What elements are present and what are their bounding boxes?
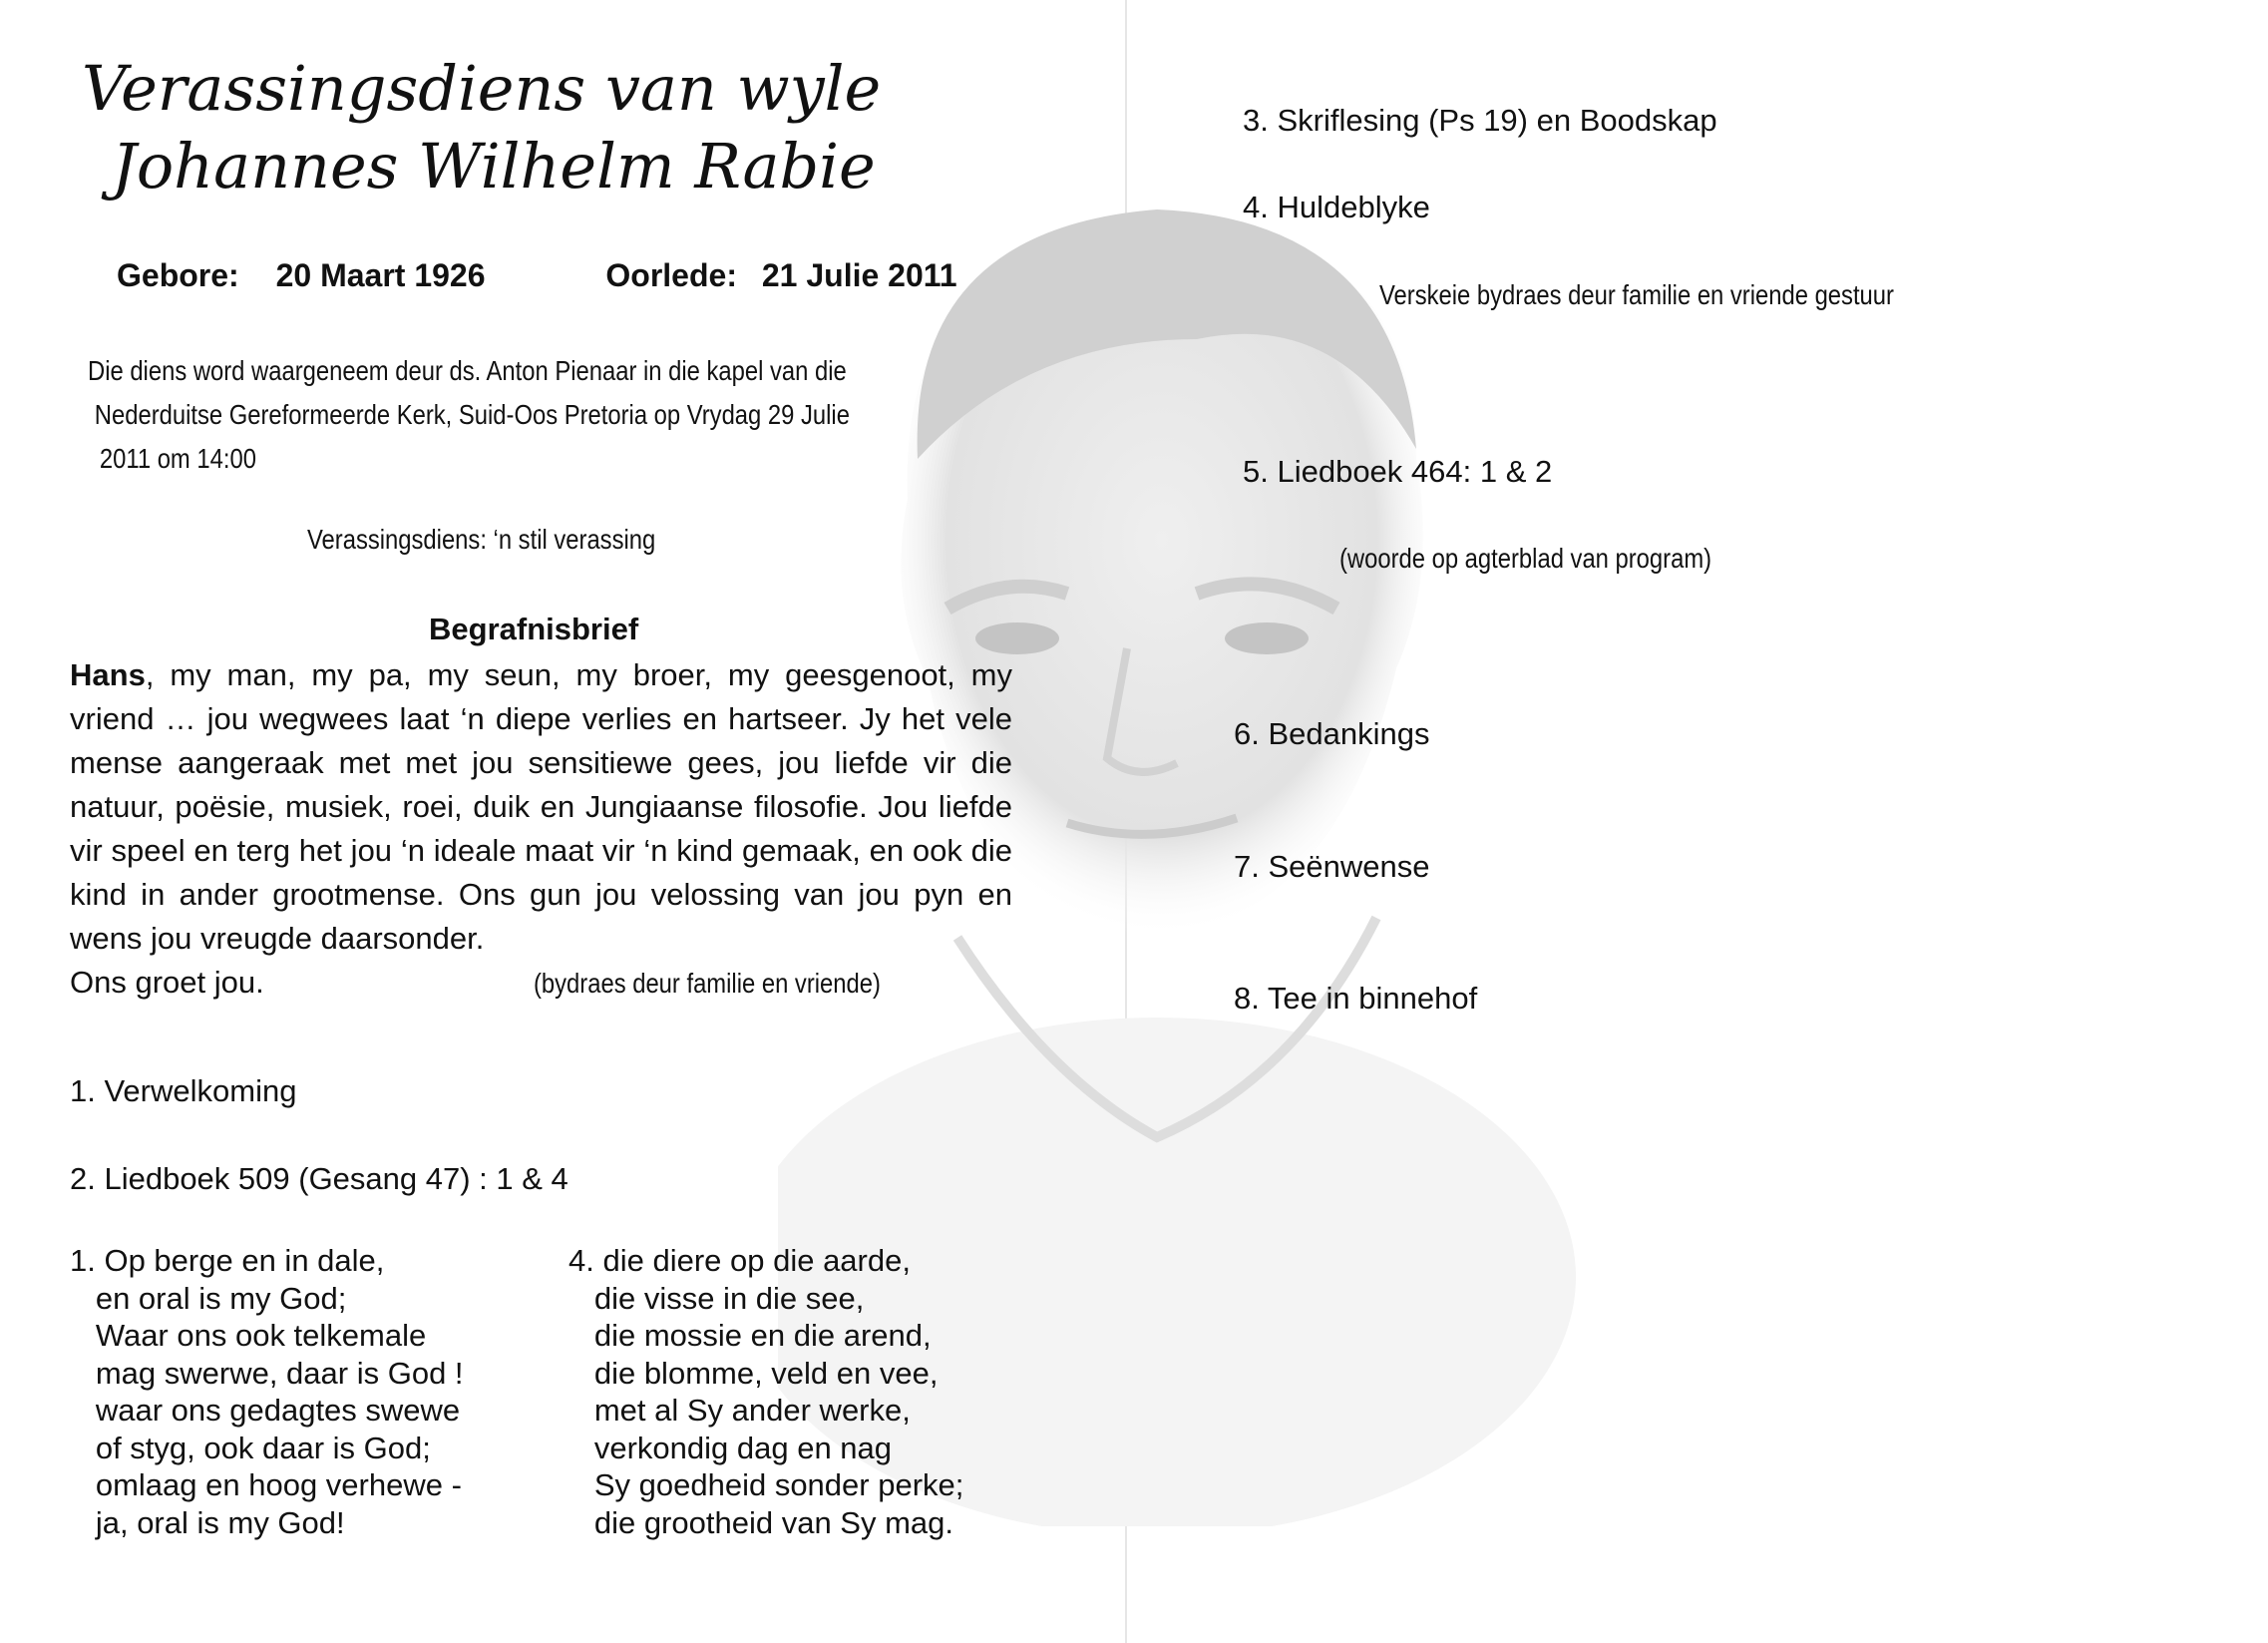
service-line-2: Nederduitse Gereformeerde Kerk, Suid-Oos Pretoria op Vrydag 29 Julie [94,399,850,430]
hymn-verse-4: 4. die diere op die aarde, die visse in die see, die mossie en die arend, die blomme, veld en vee, met al Sy ander werke, verkondig dag en nag Sy goedheid sonder perke; die grootheid van Sy mag. [568,1243,964,1540]
born-value: 20 Maart 1926 [275,257,486,293]
program-item-1: 1. Verwelkoming [70,1073,297,1108]
program-item-5: 5. Liedboek 464: 1 & 2 [1243,454,1553,489]
title-line-1: Verassingsdiens van wyle [82,52,882,125]
service-line-3: 2011 om 14:00 [99,443,256,474]
letter-closing: Ons groet jou. [70,965,264,1000]
letter-text: , my man, my pa, my seun, my broer, my geesgenoot, my vriend … jou wegwees laat ‘n diepe verlies en hartseer. Jy het vele mense aangeraak met met jou sensitiewe gees, jou liefde vir die natuur, poësie, musiek, roei, duik en Jungiaanse filosofie. Jou liefde vir speel en terg het jou ‘n ideale maat vir ‘n kind gemaak, en ook die kind in ander grootmense. Ons gun jou velossing van jou pyn en wens jou vreugde daarsonder. [70,657,1012,956]
service-info [88,349,851,481]
hymn-verse-1: 1. Op berge en in dale, en oral is my God; Waar ons ook telkemale mag swerwe, daar is God ! waar ons gedagtes swewe of styg, ook daar is God; omlaag en hoog verhewe - ja, oral is my God! [70,1243,464,1540]
letter-note: (bydraes deur familie en vriende) [534,968,882,999]
program-item-2: 2. Liedboek 509 (Gesang 47) : 1 & 4 [70,1161,568,1196]
service-subtitle: Verassingsdiens: ‘n stil verassing [307,524,656,555]
program-item-3: 3. Skriflesing (Ps 19) en Boodskap [1243,103,1717,138]
program-item-8: 8. Tee in binnehof [1234,981,1478,1016]
title [70,50,967,205]
program-item-4-note: Verskeie bydraes deur familie en vriende gestuur [1379,279,1894,310]
program-item-7: 7. Seënwense [1234,849,1430,884]
died-label: Oorlede: [605,257,737,293]
title-line-2: Johannes Wilhelm Rabie [112,130,876,203]
letter-body [70,653,1012,1006]
program-item-6: 6. Bedankings [1234,716,1430,751]
dates-row [117,257,957,294]
service-line-1: Die diens word waargeneem deur ds. Anton Pienaar in die kapel van die [88,355,847,386]
program-item-4: 4. Huldeblyke [1243,190,1430,224]
letter-heading: Begrafnisbrief [429,612,639,646]
born-label: Gebore: [117,257,239,293]
program-item-5-note: (woorde op agterblad van program) [1339,543,1712,574]
letter-name: Hans [70,657,146,692]
died-value: 21 Julie 2011 [761,257,957,293]
